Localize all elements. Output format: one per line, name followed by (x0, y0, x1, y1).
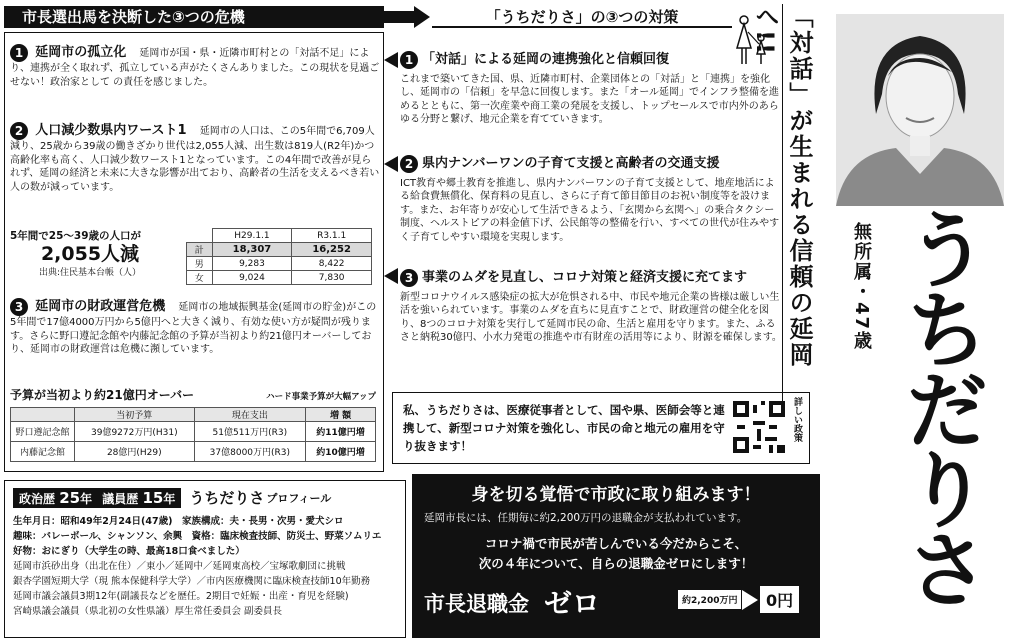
measure-text: ICT教育や郷土教育を推進し、県内ナンバーワンの子育て支援として、地産地活による給食費無償化、保育料の見直し、さらに子育て節目節目のお祝い制度等を設けます。また、お年寄りが安心して生活できるよう、「玄関から玄関へ」の乗合タクシー制度、ヘルストピアの料金値下げ、公民館等の整備を行い、すべての世代が住みやすく子育てしやすい環境を実現します。 (400, 177, 780, 243)
arrow-left-1-icon (384, 52, 398, 72)
career-badge: 政治歴 25年 議員歴 15年 (13, 488, 181, 508)
number-badge: 2 (10, 122, 28, 140)
budget-note: ハード事業予算が大幅アップ (266, 392, 376, 402)
number-badge: 3 (10, 298, 28, 316)
danger-1 (10, 44, 380, 89)
danger-3 (10, 298, 380, 357)
number-badge: 3 (400, 269, 418, 287)
population-source: 出典:住民基本台帳（人） (38, 268, 142, 278)
pledge-text: 私、うちだりさは、医療従事者として、国や県、医師会等と連携して、新型コロナ対策を強化し、市民の命と地元の雇用を守り抜きます！ (403, 403, 725, 453)
profile-line: 生年月日：昭和49年2月24日(47歳) 家族構成：夫・長男・次男・愛犬シロ (13, 516, 344, 527)
vertical-slogan: 「対話」が生まれる信頼の延岡へ!! (782, 4, 816, 404)
number-badge: 1 (10, 44, 28, 62)
population-table: H29.1.1 R3.1.1 計 18,307 16,252 男 9,283 8,422 女 9,024 7,830 (186, 228, 372, 285)
profile-line: 銀杏学園短期大学（現 熊本保健科学大学）／市内医療機関に臨床検査技師10年勤務 (13, 576, 371, 587)
arrow-right-icon (742, 590, 758, 614)
retirement-box (412, 474, 820, 638)
arrow-icon (384, 6, 430, 28)
measure-text: これまで築いてきた国、県、近隣市町村、企業団体との「対話」と「連携」を強化し、延岡市の「信頼」を早急に回復します。また「オール延岡」でインフラ整備を進めるとともに、第一次産業や商工業の発展を支援し、トップセールスで市内外のあらゆる分野と繋げ、地元企業を育てていきます。 (400, 73, 779, 125)
center-header: 「うちだりさ」の③つの対策 (432, 6, 732, 28)
retirement-label: 市長退職金 (424, 592, 529, 616)
qr-label: 詳しい政策 (792, 397, 802, 442)
measure-title: 「対話」による延岡の連携強化と信頼回復 (422, 52, 670, 67)
profile-line: 延岡市議会議員3期12年(副議長などを歴任。2期目で妊娠・出産・育児を経験) (13, 591, 349, 602)
profile-line: 好物：おにぎり（大学生の時、最高18口食べました） (13, 546, 245, 557)
retirement-line3: 次の４年について、自らの退職金ゼロにします！ (478, 556, 754, 571)
budget-section (10, 386, 376, 462)
profile-line: 趣味：バレーボール、シャンソン、余興 資格：臨床検査技師、防災士、野菜ソムリエ (13, 531, 382, 542)
danger-title: 人口減少数県内ワースト1 (35, 123, 187, 138)
measure-3 (400, 266, 782, 345)
candidate-name: うちだりさ (892, 206, 990, 606)
retirement-line2: コロナ禍で市民が苦しんでいる今だからこそ、 (484, 536, 748, 551)
danger-text: 延岡市の人口は、この5年間で6,709人減り、25歳から39歳の働きざかり世代は2,055人減、出生数は819人(R2年)かつ高齢化率も高く、人口減少数ワースト1となっています。この4年間で改善が見られず、延岡の経済と未来に大きな影響が出ており、高齢者の生活を支えるべき若い人の数が減っています。 (10, 126, 380, 193)
profile-line: 延岡市浜砂出身（出北在住）／東小／延岡中／延岡東高校／宝塚歌劇団に挑戦 (13, 561, 346, 572)
danger-title: 延岡市の孤立化 (35, 45, 127, 60)
population-summary (10, 228, 170, 278)
measure-text: 新型コロナウイルス感染症の拡大が危惧される中、市民や地元企業の皆様は厳しい生活を強いられています。事業のムダを直ちに見直すことで、財政運営の健全化を図り、8つのコロナ対策を実行して延岡市民の命、生活と雇用を守ります。また、ふるさと納税30億円、小水力発電の推進や市有財産の活用等により、財源を確保します。 (400, 291, 782, 343)
candidate-affiliation: 無所属・47歳 (851, 222, 872, 352)
qr-code[interactable] (733, 401, 785, 453)
danger-text: 延岡市の地域振興基金(延岡市の貯金)がこの5年間で17億4000万円から5億円へと大きく減り、有効な使い方が疑問が残ります。さらに野口遵記念館や内藤記念館の予算が当初より約21億円オーバーしており、延岡市の財政運営は危機に瀕しています。 (10, 302, 377, 355)
retirement-line1: 延岡市長には、任期毎に約2,200万円の退職金が支払われています。 (424, 512, 748, 524)
number-badge: 2 (400, 155, 418, 173)
candidate-photo (836, 14, 1004, 206)
number-badge: 1 (400, 51, 418, 69)
retirement-after: 0円 (760, 586, 799, 613)
arrow-left-2-icon (384, 156, 398, 176)
pledge-box (392, 392, 810, 464)
measure-title: 事業のムダを見直し、コロナ対策と経済支援に充てます (422, 270, 748, 285)
left-header: 市長選出馬を決断した③つの危機 (4, 6, 384, 28)
population-decrease: 2,055人減 (40, 243, 140, 265)
budget-table: 当初予算 現在支出 増 額 野口遵記念館 39億9272万円(H31) 51億511万円(R3) 約11億円増 内藤記念館 28億円(H29) 37億8000万円(R3) 約10億円増 (10, 407, 376, 462)
retirement-headline: 身を切る覚悟で市政に取り組みます！ (471, 485, 761, 505)
danger-text: 延岡市が国・県・近隣市町村との「対話不足」により、連携が全く取れず、孤立している声がたくさんありました。この現状を見過ごせない！政治家として の責任を感じました。 (10, 48, 380, 88)
danger-2 (10, 122, 380, 194)
profile-name: うちだりさ (189, 489, 265, 507)
budget-title: 予算が当初より約21億円オーバー (10, 388, 195, 402)
population-line: 5年間で25～39歳の人口が (10, 230, 142, 242)
retirement-zero: ゼロ (544, 587, 601, 620)
measure-2 (400, 152, 782, 244)
profile-section (4, 480, 406, 638)
retirement-before: 約2,200万円 (678, 590, 741, 609)
profile-suffix: プロフィール (266, 491, 332, 505)
arrow-left-3-icon (384, 268, 398, 288)
measure-title: 県内ナンバーワンの子育て支援と高齢者の交通支援 (422, 156, 720, 171)
profile-line: 宮崎県議会議員（県北初の女性県議）厚生常任委員会 副委員長 (13, 606, 283, 617)
measure-1 (400, 48, 782, 127)
danger-title: 延岡市の財政運営危機 (35, 299, 166, 314)
